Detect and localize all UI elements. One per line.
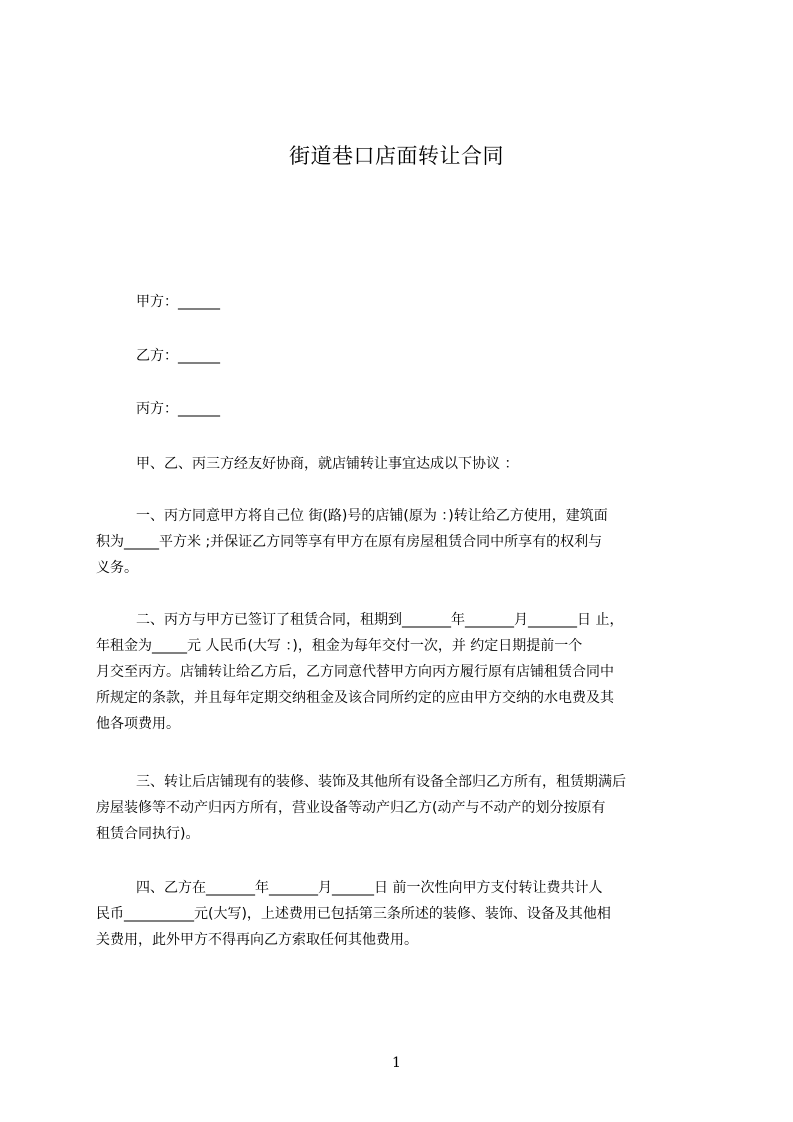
clause-4-line-2: 民币__________元(大写)，上述费用已包括第三条所述的装修、装饰、设备及其他相 bbox=[96, 906, 611, 922]
clause-4-line-3: 关费用，此外甲方不得再向乙方索取任何其他费用。 bbox=[96, 932, 418, 948]
clause-3-line-2: 房屋装修等不动产归丙方所有，营业设备等动产归乙方(动产与不动产的划分按原有 bbox=[96, 800, 606, 816]
clause-3-paragraph bbox=[96, 769, 704, 847]
party-c-line: 丙方：______ bbox=[136, 401, 220, 417]
clause-2-line-1: 二、丙方与甲方已签订了租赁合同，租期到_______年_______月_______日 止， bbox=[136, 612, 624, 628]
clause-4-line-1: 四、乙方在_______年_______月______日 前一次性向甲方支付转让费共计人 bbox=[136, 880, 603, 896]
document-title: 街道巷口店面转让合同 bbox=[289, 144, 504, 168]
party-b-line: 乙方：______ bbox=[136, 348, 220, 364]
clause-3-line-1: 三、转让后店铺现有的装修、装饰及其他所有设备全部归乙方所有，租赁期满后 bbox=[136, 774, 626, 790]
clause-2-line-4: 所规定的条款，并且每年定期交纳租金及该合同所约定的应由甲方交纳的水电费及其 bbox=[96, 690, 614, 706]
clause-2-line-5: 他各项费用。 bbox=[96, 716, 180, 732]
intro-paragraph bbox=[96, 451, 704, 477]
clause-2-line-2: 年租金为_____元 人民币(大写 ：)，租金为每年交付一次，并 约定日期提前一个 bbox=[96, 638, 583, 654]
clause-1-line-2: 积为_____平方米 ;并保证乙方同等享有甲方在原有房屋租赁合同中所享有的权利与 bbox=[96, 534, 603, 550]
page-number: 1 bbox=[392, 1055, 401, 1071]
party-a-line: 甲方：______ bbox=[136, 294, 220, 310]
clause-1-line-3: 义务。 bbox=[96, 560, 138, 576]
clause-4-paragraph bbox=[96, 875, 704, 953]
clause-3-line-3: 租赁合同执行)。 bbox=[96, 826, 200, 842]
intro-line: 甲、乙、丙三方经友好协商，就店铺转让事宜达成以下协议 ： bbox=[136, 456, 519, 472]
clause-1-paragraph bbox=[96, 503, 704, 581]
clause-2-line-3: 月交至丙方。店铺转让给乙方后，乙方同意代替甲方向丙方履行原有店铺租赁合同中 bbox=[96, 664, 614, 680]
clause-1-line-1: 一、丙方同意甲方将自己位 街(路)号的店铺(原为 ：)转让给乙方使用，建筑面 bbox=[136, 508, 608, 524]
clause-2-paragraph bbox=[96, 607, 704, 737]
